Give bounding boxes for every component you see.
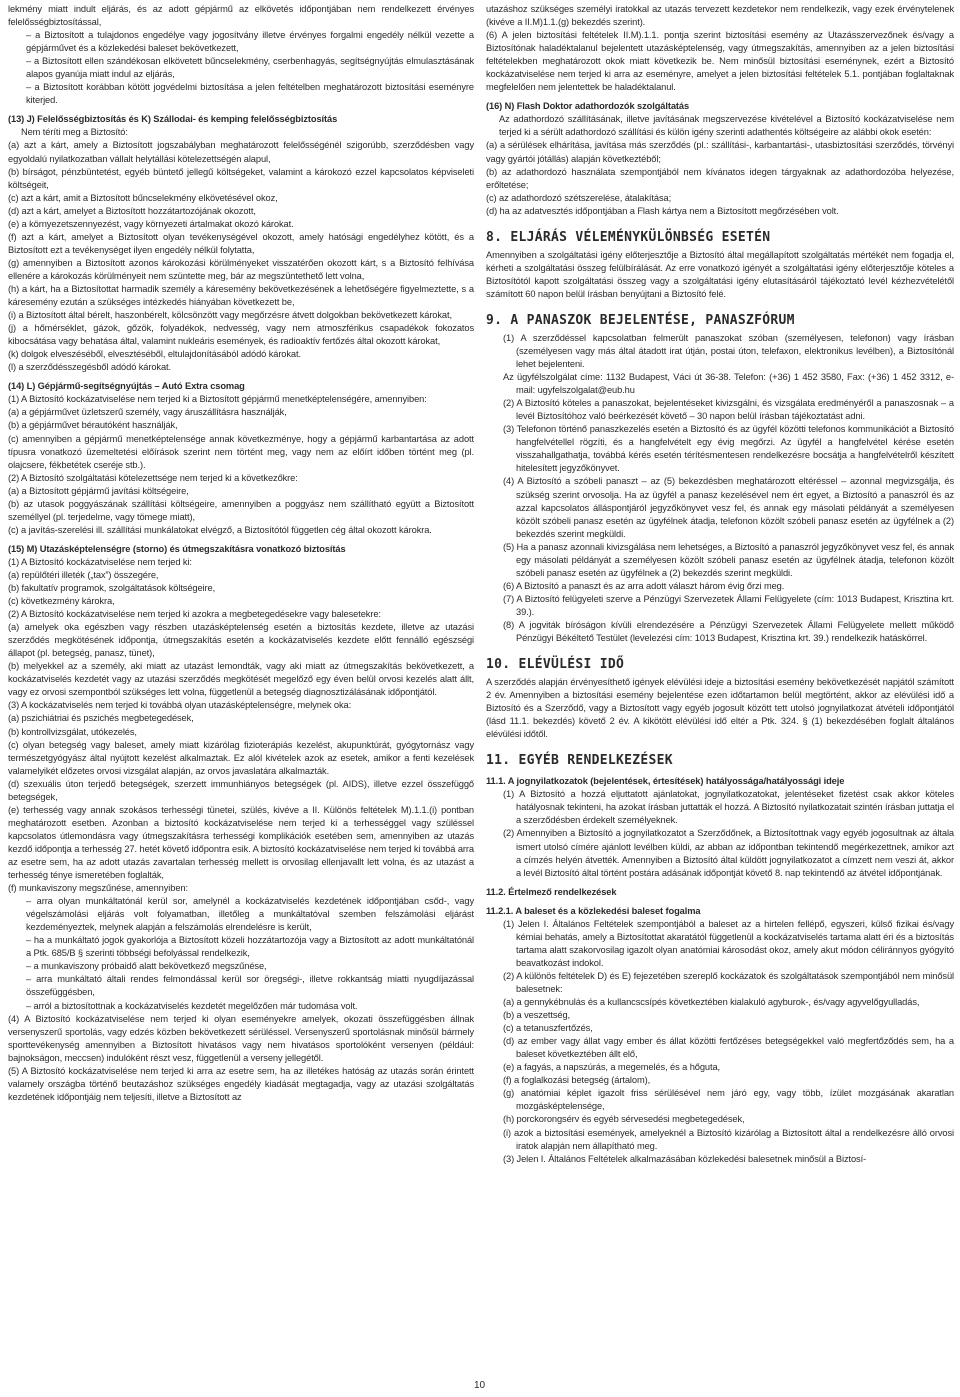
paragraph: (a) repülőtéri illeték („tax”) összegére,	[8, 569, 159, 580]
paragraph: (d) ha az adatvesztés időpontjában a Flash kártya nem a Biztosított megőrzésében volt.	[486, 205, 839, 216]
paragraph: (7) A Biztosító felügyeleti szerve a Pénzügyi Szervezetek Állami Felügyelete (cím: 1013 Budapest, Krisztina krt. 39.).	[503, 593, 954, 617]
subsection-heading: 11.1. A jognyilatkozatok (bejelentések, értesítések) hatályossága/hatályossági ideje	[486, 776, 845, 787]
paragraph: (i) azok a biztosítási események, amelyeknél a Biztosító kizárólag a Biztosított által a rendelkezésre álló orvosi iratok alapján nem állapítható meg.	[503, 1127, 954, 1151]
paragraph: (b) a veszettség,	[503, 1010, 571, 1021]
subsection-heading: 11.2.1. A baleset és a közlekedési baleset fogalma	[486, 905, 701, 916]
paragraph: – a Biztosított ellen szándékosan elkövetett bűncselekmény, cserbenhagyás, segítségnyújtás elmulasztásának alapos gyanúja miatt indul az eljárás,	[26, 56, 474, 80]
paragraph: (j) a hőmérséklet, gázok, gőzök, folyadékok, nedvesség, vagy nem atmoszférikus csapadékok fokozatos kibocsátása vagy behatása által, valamint nukleáris események, és radioaktív fertőzés által okozott károkat,	[8, 323, 474, 347]
subsection-heading: (13) J) Felelősségbiztosítás és K) Szállodai- és kemping felelősségbiztosítás	[8, 114, 338, 125]
paragraph: (6) A jelen biztosítási feltételek II.M).1.1. pontja szerint biztosítási esemény az Utazásszervezőnek és/vagy a Biztosítónak haladéktalanul bejelentett utazásképtelenség, vagy útmegszakítás, amennyiben az a jelen biztosítási feltételekben meghatározott okok miatt következik be. Nem minősül biztosítási eseménynek, ezért a Biztosító kockázatviselése nem terjed ki arra az eseményre, amelyet a jelen biztosítási feltételek 5.1. pontjában foglaltaknak megfelelően nem jelentettek be haladéktalanul.	[486, 30, 954, 93]
paragraph: (e) a környezetszennyezést, vagy környezeti ártalmakat okozó károkat.	[8, 218, 294, 229]
paragraph: (f) azt a kárt, amelyet a Biztosított olyan tevékenységével okozott, amely hatósági engedélyhez kötött, és a Biztosított ezt a tevékenységet ilyen engedély nélkül folytatta,	[8, 231, 474, 255]
paragraph: (a) azt a kárt, amely a Biztosított jogszabályban meghatározott felelősségénél szigorúbb, szerződésben vagy egyoldalú nyilatkozatban vállalt helytállási kötelezettségén alapul,	[8, 140, 474, 164]
paragraph: (b) bírságot, pénzbüntetést, egyéb büntető jellegű költségeket, valamint a károkozó ezzel kapcsolatos képviseleti költségeit,	[8, 166, 474, 190]
paragraph: (1) A Biztosító a hozzá eljuttatott ajánlatokat, jognyilatkozatokat, jelentéseket fizetést csak akkor köteles hatályosnak tekinteni, ha azokat írásban juttatták el hozzá. A Biztosító nyilatkozatait szintén írásban juttatja el a szerződésben érdekelt személyeknek.	[503, 789, 954, 826]
paragraph: (b) kontrollvizsgálat, utókezelés,	[8, 726, 137, 737]
left-column	[8, 3, 474, 1104]
paragraph: (d) szexuális úton terjedő betegségek, szerzett immunhiányos betegségek (pl. AIDS), illetve ezzel összefüggő betegségek,	[8, 778, 474, 802]
paragraph: (b) melyekkel az a személy, aki miatt az utazást lemondták, vagy aki miatt az útmegszakítás bekövetkezett, a kockázatviselés kezdetét vagy az utazási szerződés megkötését megelőző egy éven belül orvosi kezelés alatt állt, vagy ez orvosi szempontból szükséges lett volna, függetlenül a betegség diagnosztizálásának időpontjától.	[8, 661, 474, 698]
paragraph: (h) porckorongsérv és egyéb sérvesedési megbetegedések,	[503, 1114, 745, 1125]
paragraph: utazáshoz szükséges személyi iratokkal az utazás tervezett kezdetekor nem rendelkezik, vagy ezek érvénytelenek (kivéve a II.M)1.1.(g) bekezdés szerint).	[486, 4, 954, 28]
subsection-heading: 11.2. Értelmező rendelkezések	[486, 886, 617, 897]
paragraph: (c) olyan betegség vagy baleset, amely miatt kizárólag fizioterápiás kezelést, akupunktúrát, gyógytornász vagy természetgyógyász által nyújtott kezelést alkalmaztak. Ez alól kivételek azok az esetek, amikor a fenti kezelések valamelyikét előzetes orvosi vizsgálat alapján, az orvos javaslatára alkalmazták.	[8, 739, 474, 776]
paragraph: Az ügyfélszolgálat címe: 1132 Budapest, Váci út 36-38. Telefon: (+36) 1 452 3580, Fax: (+36) 1 452 3312, e-mail: ugyfelszolgalat@eub.hu	[503, 372, 954, 396]
paragraph: (5) Ha a panasz azonnali kivizsgálása nem lehetséges, a Biztosító a panaszról jegyzőkönyvet vesz fel, és annak egy másolati példányát a személyesen közölt szóbeli panasz esetén az ügyfélnek átadja, telefonon közölt szóbeli panasz esetén az ügyfélnek a (2) bekezdés szerint megküldi.	[503, 541, 954, 578]
paragraph: (b) az utasok poggyászának szállítási költségeire, amennyiben a poggyász nem szállítható együtt a Biztosított személlyel (pl. terjedelme, vagy tömege miatt),	[8, 498, 474, 522]
paragraph: Amennyiben a szolgáltatási igény előterjesztője a Biztosító által megállapított szolgáltatás mértékét nem fogadja el, kérheti a szolgáltatási összeg felülbírálását. Az erre vonatkozó igényét a szolgáltatási igény előterjesztője köteles a Biztosítótól kapott szolgáltatási összeg vagy a szolgáltatási igény elutasításáról tájékoztató levél kézhezvételétől számított 60 napon belül írásban benyújtani a Biztosító felé.	[486, 249, 954, 299]
paragraph: (c) következmény károkra,	[8, 596, 115, 607]
subsection-heading: (16) N) Flash Doktor adathordozók szolgáltatás	[486, 101, 690, 112]
paragraph: (1) A szerződéssel kapcsolatban felmerült panaszokat szóban (személyesen, telefonon) vagy írásban (személyesen vagy más által átadott irat útján, postai úton, telefaxon, elektronikus levélben), a Biztosítónál lehet bejelenteni.	[503, 332, 954, 370]
section-heading: 10. ELÉVÜLÉSI IDŐ	[486, 657, 625, 673]
paragraph: (a) a sérülések elhárítása, javítása más szerződés (pl.: szállítási-, karbantartási-, utasbiztosítási szerződés, törvényi vagy gyártói jótállás) alapján következtéből;	[486, 140, 954, 164]
paragraph: (3) Jelen I. Általános Feltételek alkalmazásában közlekedési balesetnek minősül a Biztosí-	[503, 1153, 867, 1164]
paragraph: (b) a gépjárművet bérautóként használják,	[8, 420, 178, 431]
paragraph: – arra munkáltató általi rendes felmondással kerül sor öregségi-, illetve rokkantság miatti nyugdíjazással összefüggésben,	[26, 974, 474, 998]
paragraph: (8) A jogviták bíróságon kívüli elrendezésére a Pénzügyi Szervezetek Állami Felügyelete mellett működő Pénzügyi Békéltető Testület (levelezési cím: 1013 Budapest, Krisztina krt. 39.) rendelkezik hatáskörrel.	[503, 619, 954, 644]
page-number: 10	[474, 1380, 486, 1391]
paragraph: – ha a munkáltató jogok gyakorlója a Biztosított közeli hozzátartozója vagy a Biztosított az adott munkáltatónál a Ptk. 685/B § szerinti többségi befolyással rendelkezik,	[26, 935, 474, 959]
paragraph: Nem téríti meg a Biztosító:	[21, 127, 128, 138]
paragraph: Az adathordozó szállításának, illetve javításának megszervezése kivételével a Biztosító kockázatviselése nem terjed ki a sérült adathordozó szállítási és külön igény szerinti adathentés költségeire az alábbi okok esetén:	[499, 114, 954, 138]
paragraph: (d) azt a kárt, amelyet a Biztosított hozzátartozójának okozott,	[8, 205, 256, 216]
paragraph: (l) a szerződésszegésből adódó károkat.	[8, 362, 172, 373]
paragraph: (c) a javítás-szerelési ill. szállítási munkálatokat elvégző, a Biztosítótól független cég által okozott károkra.	[8, 524, 432, 535]
paragraph: (f) a foglalkozási betegség (ártalom),	[503, 1075, 651, 1086]
paragraph: (2) A Biztosító kockázatviselése nem terjed ki azokra a megbetegedésekre vagy balesetekre:	[8, 609, 381, 620]
paragraph: – a Biztosított a tulajdonos engedélye vagy jogosítvány illetve érvényes forgalmi engedély nélkül vezette a gépjárművet és a közlekedési baleset bekövetkezett,	[26, 30, 474, 54]
paragraph: (3) A kockázatviselés nem terjed ki továbbá olyan utazásképtelenségre, melynek oka:	[8, 700, 352, 711]
paragraph: (k) dolgok elveszéséből, elvesztéséből, eltulajdonításából adódó károkat.	[8, 349, 301, 360]
paragraph: (3) Telefonon történő panaszkezelés esetén a Biztosító és az ügyfél közötti telefonos kommunikációt a Biztosító hangfelvétellel rögzíti, és a hangfelvételt egy évig megőrzi. Az ügyfél a hangfelvétel kérése esetén visszahallgathatja, továbbá kérés esetén térítésmentesen rendelkezésre bocsátja a hangfelvételről készített hitelesített jegyzőkönyvet.	[503, 424, 954, 474]
paragraph: (c) azt a kárt, amit a Biztosított bűncselekmény elkövetésével okoz,	[8, 192, 278, 203]
paragraph: A szerződés alapján érvényesíthető igények elévülési ideje a biztosítási esemény bekövetkezését napjától számított 2 év. Amennyiben a biztosítási esemény bejelentése ezen időtartamon belül megtörtént, akkor az elévülési idő a Biztosító és a Szerződő, vagy a Biztosított vagy egyéb jogosult között tett utolsó jognyilatkozat átvételi időpontjától (lásd 11.1. bekezdés) követő 2 év. A kikötött elévülési idő eltér a Ptk. 324. § (1) bekezdésében foglalt általános elévülési időtől.	[486, 677, 954, 740]
paragraph: (1) A Biztosító kockázatviselése nem terjed ki a Biztosított gépjármű menetképtelenségére, amennyiben:	[8, 394, 427, 405]
paragraph: (2) A Biztosító köteles a panaszokat, bejelentéseket kivizsgálni, és vizsgálata eredményéről a panaszosnak – a levél Biztosítóhoz való beérkezését követő – 30 napon belül írásban tájékoztatást adni.	[503, 398, 954, 422]
paragraph: (e) terhesség vagy annak szokásos terhességi tünetei, szülés, kivéve a II. Különös feltételek M).1.1.(i) pontban meghatározott esetben. Azonban a biztosító kockázatviselése nem terjed ki a terhességgel vagy szüléssel kapcsolatos útlemondásra vagy útmegszakításra terhességi komplikációk esetében sem, amennyiben az utazás kezdő időpontja a terhesség 27. hetét követő időpontra esik. A biztosító kockázatviselése nem terjed ki továbbá arra az esetre sem, ha az adott utazás zavartalan terhesség mellett is orvosilag ellenjavallt lett volna, és az utazást a terhesség ténye ismeretében foglalták,	[8, 804, 474, 881]
paragraph: lekmény miatt indult eljárás, és az adott gépjármű az elkövetés időpontjában nem rendelkezett érvényes felelősségbiztosítással,	[8, 4, 474, 28]
section-heading: 11. EGYÉB RENDELKEZÉSEK	[486, 753, 673, 769]
paragraph: (h) a kárt, ha a Biztosítottat harmadik személy a káresemény bekövetkezésének a lehetőségére figyelmeztette, s a káresemény ezután a szükséges intézkedés hiányában következett be,	[8, 283, 474, 308]
paragraph: (c) a tetanuszfertőzés,	[503, 1023, 593, 1034]
paragraph: (2) A Biztosító szolgáltatási kötelezettsége nem terjed ki a következőkre:	[8, 472, 298, 483]
paragraph: – arra olyan munkáltatónál kerül sor, amelynél a kockázatviselés kezdetének időpontjában csőd-, vagy végelszámolási eljárás volt folyamatban, illetőleg a munkáltatóval szemben felszámolási eljárást kezdeményeztek, melynek alapján a felszámolás elrendelésre is került,	[26, 896, 474, 933]
right-column	[486, 3, 954, 1166]
paragraph: (6) A Biztosító a panaszt és az arra adott választ három évig őrzi meg.	[503, 580, 785, 591]
paragraph: (1) A Biztosító kockázatviselése nem terjed ki:	[8, 556, 192, 567]
paragraph: (a) a Biztosított gépjármű javítási költségeire,	[8, 485, 189, 496]
paragraph: (b) az adathordozó használata szempontjából nem kívánatos idegen tárgyaknak az adathordozóba helyezése, erőltetése;	[486, 166, 954, 190]
paragraph: – arról a biztosítottnak a kockázatviselés kezdetét megelőzően már tudomása volt.	[26, 1000, 358, 1011]
paragraph: (a) amelyek oka egészben vagy részben utazásképtelenség esetén a biztosítás kezdete, illetve az utazási szerződés megkötésének időpontja, útmegszakítás esetén a kockázatviselés kezdete előtt fennálló egészségi állapot (pl. betegség, panasz, tünet),	[8, 622, 474, 659]
paragraph: (i) a Biztosított által bérelt, haszonbérelt, kölcsönzött vagy megőrzésre átvett dolgokban bekövetkezett károkat,	[8, 310, 452, 321]
paragraph: (a) a gépjárművet üzletszerű személy, vagy áruszállításra használják,	[8, 407, 287, 418]
paragraph: (f) munkaviszony megszűnése, amennyiben:	[8, 883, 188, 894]
paragraph: – a Biztosított korábban kötött jogvédelmi biztosítása a jelen feltételben meghatározott biztosítási eseményre kiterjed.	[26, 82, 474, 106]
paragraph: (4) A Biztosító kockázatviselése nem terjed ki olyan eseményekre amelyek, okozati összefüggésben állnak versenyszerű sportolás, vagy edzés közben bekövetkezett sérüléssel. Versenyszerű sportolásnak minősül bármely sporttevékenység amennyiben a Biztosított hivatásos vagy nem hivatásos sportolóként versenyen (például: bajnokságon, meccsen) indulóként részt vesz, függetlenül a verseny jellegétől.	[8, 1013, 474, 1063]
paragraph: (a) a gennykébnulás és a kullancscsípés következtében kialakuló agyburok-, és/vagy agyvelőgyulladás,	[503, 997, 920, 1008]
paragraph: (d) az ember vagy állat vagy ember és állat közötti fertőzéses betegségekkel való megfertőződés sem, ha a baleset következtében állt elő,	[503, 1036, 954, 1060]
paragraph: (c) amennyiben a gépjármű menetképtelensége annak következménye, hogy a gépjármű karbantartása az adott típusra vonatkozó üzemeltetési előírások szerint nem történt meg, vagy nem az előírt időben történt meg (pl. olajcsere, fékbetétek cseréje stb.).	[8, 433, 474, 470]
subsection-heading: (14) L) Gépjármű-segítségnyújtás – Autó Extra csomag	[8, 381, 245, 392]
paragraph: (1) Jelen I. Általános Feltételek szempontjából a baleset az a hirtelen fellépő, egyszeri, külső fizikai és/vagy kémiai behatás, amely a Biztosítottat akaratától függetlenül a kockázatviselés tartama alatt éri és a biztosítás tartama alatt szakorvosilag igazolt olyan anatómiai károsodást okoz, amely akut módon céliránnyos gyógyító beavatkozást indokol.	[503, 918, 954, 968]
paragraph: (g) amennyiben a Biztosított azonos károkozási körülményeket visszatérően okozott kárt, s a Biztosító felhívása ellenére a károkozás körülményeit nem szüntette meg, bár az megszüntethető lett volna,	[8, 257, 474, 281]
paragraph: (b) fakultatív programok, szolgáltatások költségeire,	[8, 583, 216, 594]
paragraph: (5) A Biztosító kockázatviselése nem terjed ki arra az esetre sem, ha az illetékes hatóság az utazás során érintett valamely országba történő beutazáshoz szükséges engedély kiadását megtagadja, vagy az utazási szolgáltatás kezdetének időpontjáig nem teljesíti, illetve a Biztosított az	[8, 1065, 474, 1102]
paragraph: – a munkaviszony próbaidő alatt bekövetkező megszűnése,	[26, 961, 267, 972]
paragraph: (e) a fagyás, a napszúrás, a megemelés, és a hőguta,	[503, 1062, 721, 1073]
paragraph: (2) Amennyiben a Biztosító a jognyilatkozatot a Szerződőnek, a Biztosítottnak vagy egyéb jogosultnak az általa ismert utolsó címére ajánlott levélben küldi, az abban az időpontban tekintendő megérkezettnek, amikor azt a címzés helyén átvették. Amennyiben a Biztosító által küldött jognyilatkozatot a címzett nem veszi át, akkor a levél Biztosító által történt postára adásának időpontját követő 8. nap tekintendő az átvétel időpontjának.	[503, 828, 954, 878]
paragraph: (4) A Biztosító a szóbeli panaszt – az (5) bekezdésben meghatározott eltéréssel – azonnal megvizsgálja, és szükség szerint orvosolja. Ha az ügyfél a panasz kezelésével nem ért egyet, a Biztosító a panaszról és az azzal kapcsolatos álláspontjáról jegyzőkönyvet vesz fel, és annak egy másolati példányát a személyesen közölt szóbeli panasz esetén az ügyfélnek átadja, telefonon közölt szóbeli panasz esetén az ügyfélnek a (2) bekezdés szerint megküldi.	[503, 476, 954, 539]
section-heading: 9. A PANASZOK BEJELENTÉSE, PANASZFÓRUM	[486, 312, 795, 328]
subsection-heading: (15) M) Utazásképtelenségre (storno) és útmegszakításra vonatkozó biztosítás	[8, 543, 346, 554]
paragraph: (2) A különös feltételek D) és E) fejezetében szereplő kockázatok és szolgáltatások szempontjából nem minősül balesetnek:	[503, 970, 954, 994]
section-heading: 8. ELJÁRÁS VÉLEMÉNYKÜLÖNBSÉG ESETÉN	[486, 229, 771, 245]
paragraph: (c) az adathordozó szétszerelése, átalakítása;	[486, 192, 672, 203]
paragraph: (g) anatómiai képlet igazolt friss sérülésével nem járó egy, vagy több, ízület mozgásának akaratlan mozgásképtelensége,	[503, 1088, 954, 1112]
paragraph: (a) pszichiátriai és pszichés megbetegedések,	[8, 713, 194, 724]
